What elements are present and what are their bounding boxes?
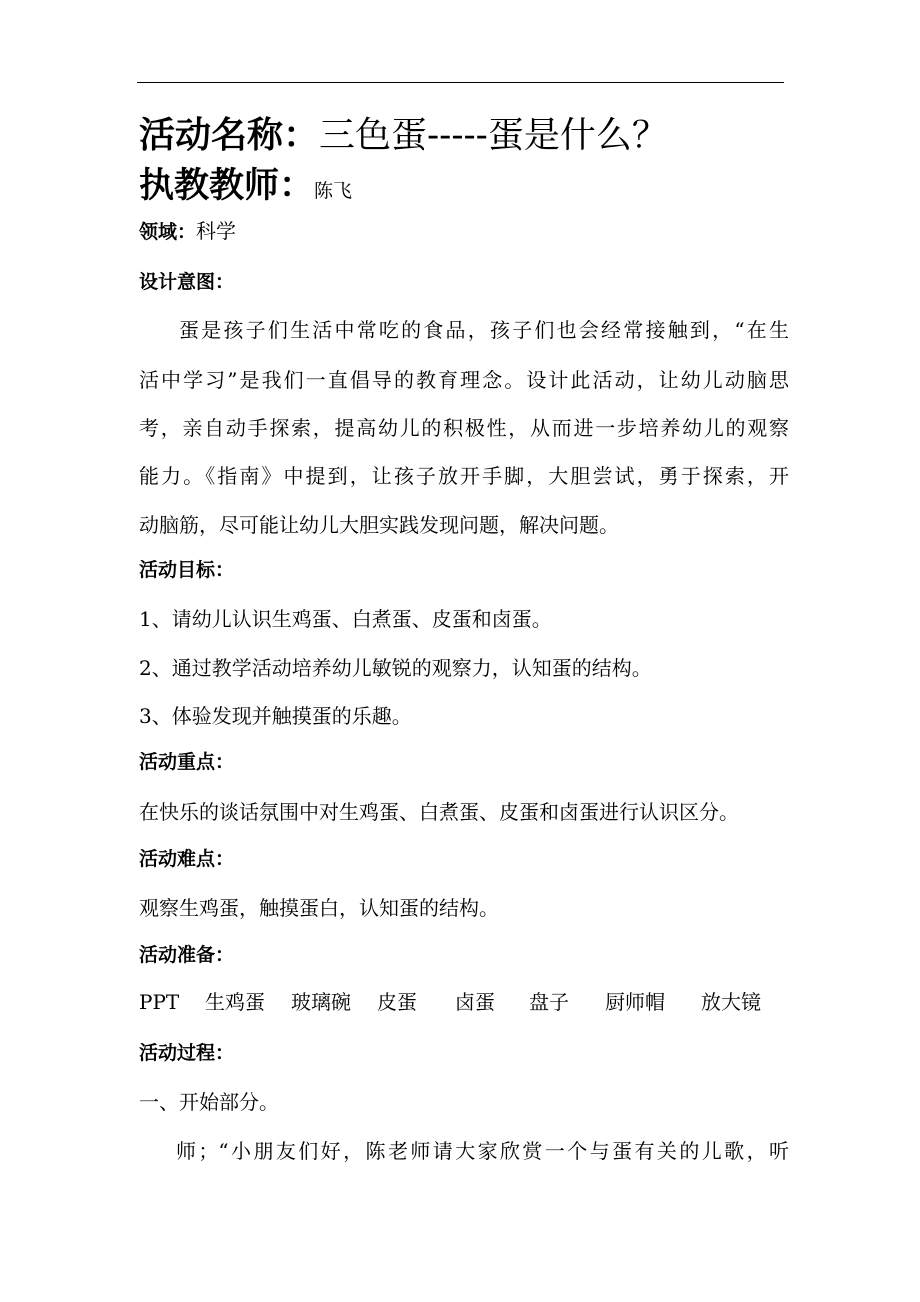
design-intent-line: 动脑筋，尽可能让幼儿大胆实践发现问题，解决问题。 — [139, 513, 619, 537]
material-item: 生鸡蛋 — [205, 990, 265, 1014]
key-point-heading: 活动重点： — [139, 751, 235, 773]
process-heading: 活动过程： — [139, 1042, 235, 1064]
domain-label: 领域： — [139, 221, 197, 243]
activity-title-label: 活动名称： — [139, 115, 320, 156]
key-point-text: 在快乐的谈话氛围中对生鸡蛋、白煮蛋、皮蛋和卤蛋进行认识区分。 — [139, 800, 739, 824]
difficulty-text: 观察生鸡蛋，触摸蛋白，认知蛋的结构。 — [139, 896, 499, 920]
material-item: 厨师帽 — [605, 990, 665, 1014]
activity-title-value: 三色蛋-----蛋是什么？ — [319, 115, 668, 156]
design-intent-heading: 设计意图： — [139, 271, 235, 293]
domain-value: 科学 — [196, 219, 237, 243]
preparation-heading: 活动准备： — [139, 944, 235, 966]
material-item: 放大镜 — [701, 990, 761, 1014]
material-item: 盘子 — [529, 990, 569, 1014]
domain-line — [139, 217, 236, 246]
goal-item: 2、通过教学活动培养幼儿敏锐的观察力，认知蛋的结构。 — [139, 656, 652, 680]
design-intent-line: 蛋是孩子们生活中常吃的食品，孩子们也会经常接触到，“在生 — [179, 318, 789, 342]
teacher-name: 陈飞 — [314, 180, 353, 202]
goals-heading: 活动目标： — [139, 559, 235, 581]
activity-title — [139, 112, 668, 160]
process-section: 一、开始部分。 — [139, 1090, 279, 1114]
design-intent-line: 能力。《指南》中提到，让孩子放开手脚，大胆尝试，勇于探索，开 — [139, 464, 789, 488]
teacher-line — [139, 162, 352, 210]
process-text: 师；“小朋友们好，陈老师请大家欣赏一个与蛋有关的儿歌，听 — [176, 1139, 789, 1163]
header-rule — [137, 82, 784, 83]
material-item: 皮蛋 — [377, 990, 417, 1014]
material-item: PPT — [139, 990, 180, 1014]
goal-item: 3、体验发现并触摸蛋的乐趣。 — [139, 704, 412, 728]
teacher-label: 执教教师： — [139, 166, 315, 206]
goal-item: 1、请幼儿认识生鸡蛋、白煮蛋、皮蛋和卤蛋。 — [139, 607, 552, 631]
design-intent-line: 考，亲自动手探索，提高幼儿的积极性，从而进一步培养幼儿的观察 — [139, 416, 789, 440]
design-intent-line: 活中学习”是我们一直倡导的教育理念。设计此活动，让幼儿动脑思 — [139, 368, 789, 392]
material-item: 玻璃碗 — [291, 990, 351, 1014]
material-item: 卤蛋 — [455, 990, 495, 1014]
difficulty-heading: 活动难点： — [139, 848, 235, 870]
